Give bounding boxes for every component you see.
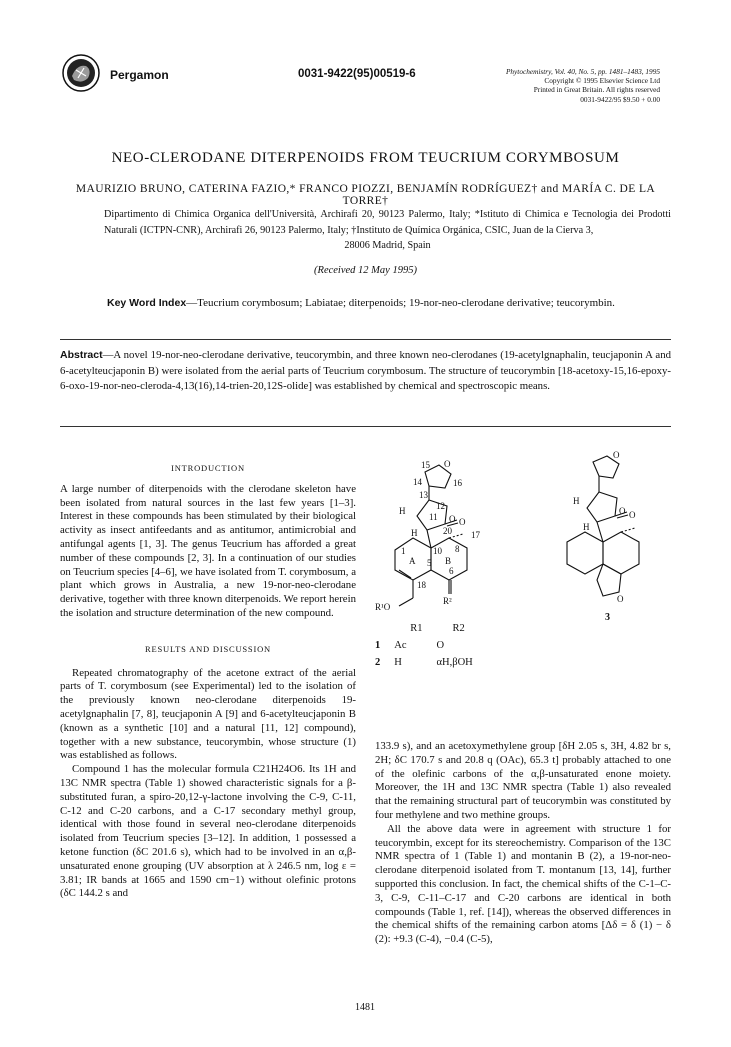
structure-diagrams — [365, 430, 671, 630]
r1-header: R1 — [410, 623, 423, 634]
label-c1: 1 — [401, 546, 406, 556]
label3-h10: H — [583, 522, 590, 532]
label-h12: H — [399, 506, 406, 516]
affiliation-last-line: 28006 Madrid, Spain — [344, 240, 431, 251]
label3-h12: H — [573, 496, 580, 506]
r2-value: αH,βOH — [436, 657, 473, 668]
right-paragraph-1: 133.9 s), and an acetoxymethylene group [δH 2.05 s, 3H, 4.82 br s, 2H; δC 170.7 s and 20.8 q (OAc), 65.3 t] probably attached to one of the olefinic carbons of the α,β-unsaturated enone moiety. Moreover, the 1H and 13C NMR spectra (Table 1) also revealed that the remaining structural part of teucorymbin was constituted by four methylene and two methine groups. — [375, 740, 671, 821]
label-c14: 14 — [413, 477, 422, 487]
rule-bottom — [60, 426, 671, 427]
intro-paragraph: A large number of diterpenoids with the clerodane skeleton have been isolated from natural sources in the last few years [1–3]. Interest in these compounds has been stimulated by their biological activity as insect antifeedants and as antitumor, antimicrobial and antifungal agents [1, 3]. The genus Teucrium has afforded a great number of these compounds [2, 3]. In a continuation of our studies on Teucrium species [4–6], we have isolated from T. corymbosum, a plant which grows in Australia, a new 19-nor-neo-clerodane derivative, together with three known diterpenoids. We report herein the isolation and structure determination of the new compound. — [60, 482, 356, 619]
label-r2: R² — [443, 596, 452, 606]
compound-3-number: 3 — [605, 612, 610, 623]
label-o-lactone: O — [449, 514, 456, 524]
results-heading: RESULTS AND DISCUSSION — [145, 643, 271, 654]
keywords-label: Key Word Index — [107, 297, 187, 309]
left-column — [60, 462, 356, 901]
label-c17: 17 — [471, 530, 480, 540]
journal-info — [472, 67, 660, 104]
label-c15: 15 — [421, 460, 430, 470]
publisher-logo-icon — [62, 54, 100, 92]
affiliations — [104, 207, 671, 254]
abstract — [60, 348, 671, 395]
copyright-line: Copyright © 1995 Elsevier Science Ltd — [544, 76, 660, 86]
label3-o-lactone: O — [619, 506, 626, 516]
label-c13: 13 — [419, 490, 428, 500]
issn-line: 0031-9422/95 $9.50 + 0.00 — [580, 94, 660, 104]
label-h10: H — [411, 528, 418, 538]
right-paragraph-2: All the above data were in agreement with structure 1 for teucorymbin, except for its stereochemistry. Comparison of the 13C NMR spectra of 1 (Table 1) and montanin B (2), a 19-nor-neo-clerodane diterpenoid isolated from T. montanum [13, 14], further supported this conclusion. In fact, the chemical shifts of the C-1–C-3, C-9, C-11–C-17 and C-20 carbons are identical in both compounds (Table 1, ref. [14]), whereas the observed differences in the chemical shifts of the remaining carbon atoms [Δδ = δ (1) − δ (2): +9.3 (C-4), −0.4 (C-5), — [375, 822, 671, 946]
journal-line: Phytochemistry, Vol. 40, No. 5, pp. 1481–1483, 1995 — [505, 67, 660, 76]
label-c20: 20 — [443, 526, 452, 536]
results-paragraph-2: Compound 1 has the molecular formula C21H24O6. Its 1H and 13C NMR spectra (Table 1) showed characteristic signals for a β-substituted furan, a spiro-20,12-γ-lactone involving the C-9, C-11, C-12 and C-20 carbons, and a C-17 secondary methyl group, identical with those found in several neo-clerodane diterpenoids isolated from Teucrium species [3–12]. In addition, 1 possessed a ketone function (δC 201.6 s), which had to be involved in an α,β-unsaturated enone grouping (UV absorption at λ 246.5 nm, log ε = 3.81; IR bands at 1665 and 1590 cm−1) without olefinic protons (δC 144.2 s and — [60, 763, 356, 900]
label-c18: 18 — [417, 580, 426, 590]
introduction-heading: INTRODUCTION — [171, 463, 245, 473]
label-c11: 11 — [429, 512, 438, 522]
r1-value: Ac — [394, 640, 407, 651]
keywords — [107, 296, 671, 311]
abstract-text: —A novel 19-nor-neo-clerodane derivative, teucorymbin, and three known neo-clerodanes (19-acetylgnaphalin, teucjaponin A and 6-acetylteucjaponin B) were isolated from the aerial parts of Teucrium corymbosum. The structure of teucorymbin [18-acetoxy-15,16-epoxy-6-oxo-19-nor-neo-cleroda-4,13(16),14-trien-20,12S-olide] was established by chemical and spectroscopic means. — [60, 349, 671, 393]
results-paragraph-1: Repeated chromatography of the acetone extract of the aerial parts of T. corymbosum (see Experimental) led to the isolation of the previously known neo-clerodane diterpenoids 19-acetylgnaphalin [7, 8], teucjaponin A [9] and 6-acetylteucjaponin B (known as a synthetic [10] and a natural [11, 12] compound), together with a new substance, teucorymbin, whose structure (1) was established as follows. — [60, 666, 356, 762]
article-code: 0031-9422(95)00519-6 — [298, 68, 416, 80]
received-date: (Received 12 May 1995) — [314, 265, 417, 276]
label3-o-carbonyl: O — [629, 510, 636, 520]
r1-value: H — [394, 657, 402, 668]
compound-number: 1 — [375, 640, 381, 651]
label-c16: 16 — [453, 478, 462, 488]
substituent-table — [375, 620, 487, 671]
label3-o-ring: O — [617, 594, 624, 604]
printed-line: Printed in Great Britain. All rights reserved — [533, 85, 660, 95]
publisher-name: Pergamon — [110, 68, 169, 82]
abstract-label: Abstract — [60, 349, 103, 361]
table-row — [375, 654, 487, 671]
label-c12: 12 — [436, 501, 445, 511]
rule-top — [60, 339, 671, 340]
label-ring-b: B — [445, 556, 452, 566]
label-c8: 8 — [455, 544, 460, 554]
table-row — [375, 637, 487, 654]
label-o-carbonyl: O — [459, 517, 466, 527]
compound-number: 2 — [375, 657, 381, 668]
label-ring-a: A — [409, 556, 416, 566]
structure-3 — [567, 456, 639, 596]
label3-o-furan: O — [613, 450, 620, 460]
r2-header: R2 — [452, 623, 465, 634]
label-r1o: R¹O — [375, 602, 391, 612]
label-c5: 5 — [427, 558, 432, 568]
substituent-table-head — [375, 620, 487, 637]
label-c10: 10 — [433, 546, 442, 556]
right-column — [375, 740, 671, 947]
affiliation-text: Dipartimento di Chimica Organica dell'Università, Archirafi 20, 90123 Palermo, Italy; *Istituto di Chimica e Tecnologia dei Prodotti Naturali (ICTPN-CNR), Archirafi 26, 90123 Palermo, Italy; †Instituto de Química Orgánica, CSIC, Juan de la Cierva 3, — [104, 209, 671, 236]
label-o-furan: O — [444, 459, 451, 469]
keywords-text: —Teucrium corymbosum; Labiatae; diterpenoids; 19-nor-neo-clerodane derivative; teucorymbin. — [186, 297, 615, 309]
label-c6: 6 — [449, 566, 454, 576]
author-list: MAURIZIO BRUNO, CATERINA FAZIO,* FRANCO PIOZZI, BENJAMÍN RODRÍGUEZ† and MARÍA C. DE LA TORRE† — [75, 183, 656, 207]
page-number: 1481 — [355, 1002, 375, 1013]
paper-title: NEO-CLERODANE DITERPENOIDS FROM TEUCRIUM CORYMBOSUM — [111, 150, 620, 166]
r2-value: O — [436, 640, 445, 651]
